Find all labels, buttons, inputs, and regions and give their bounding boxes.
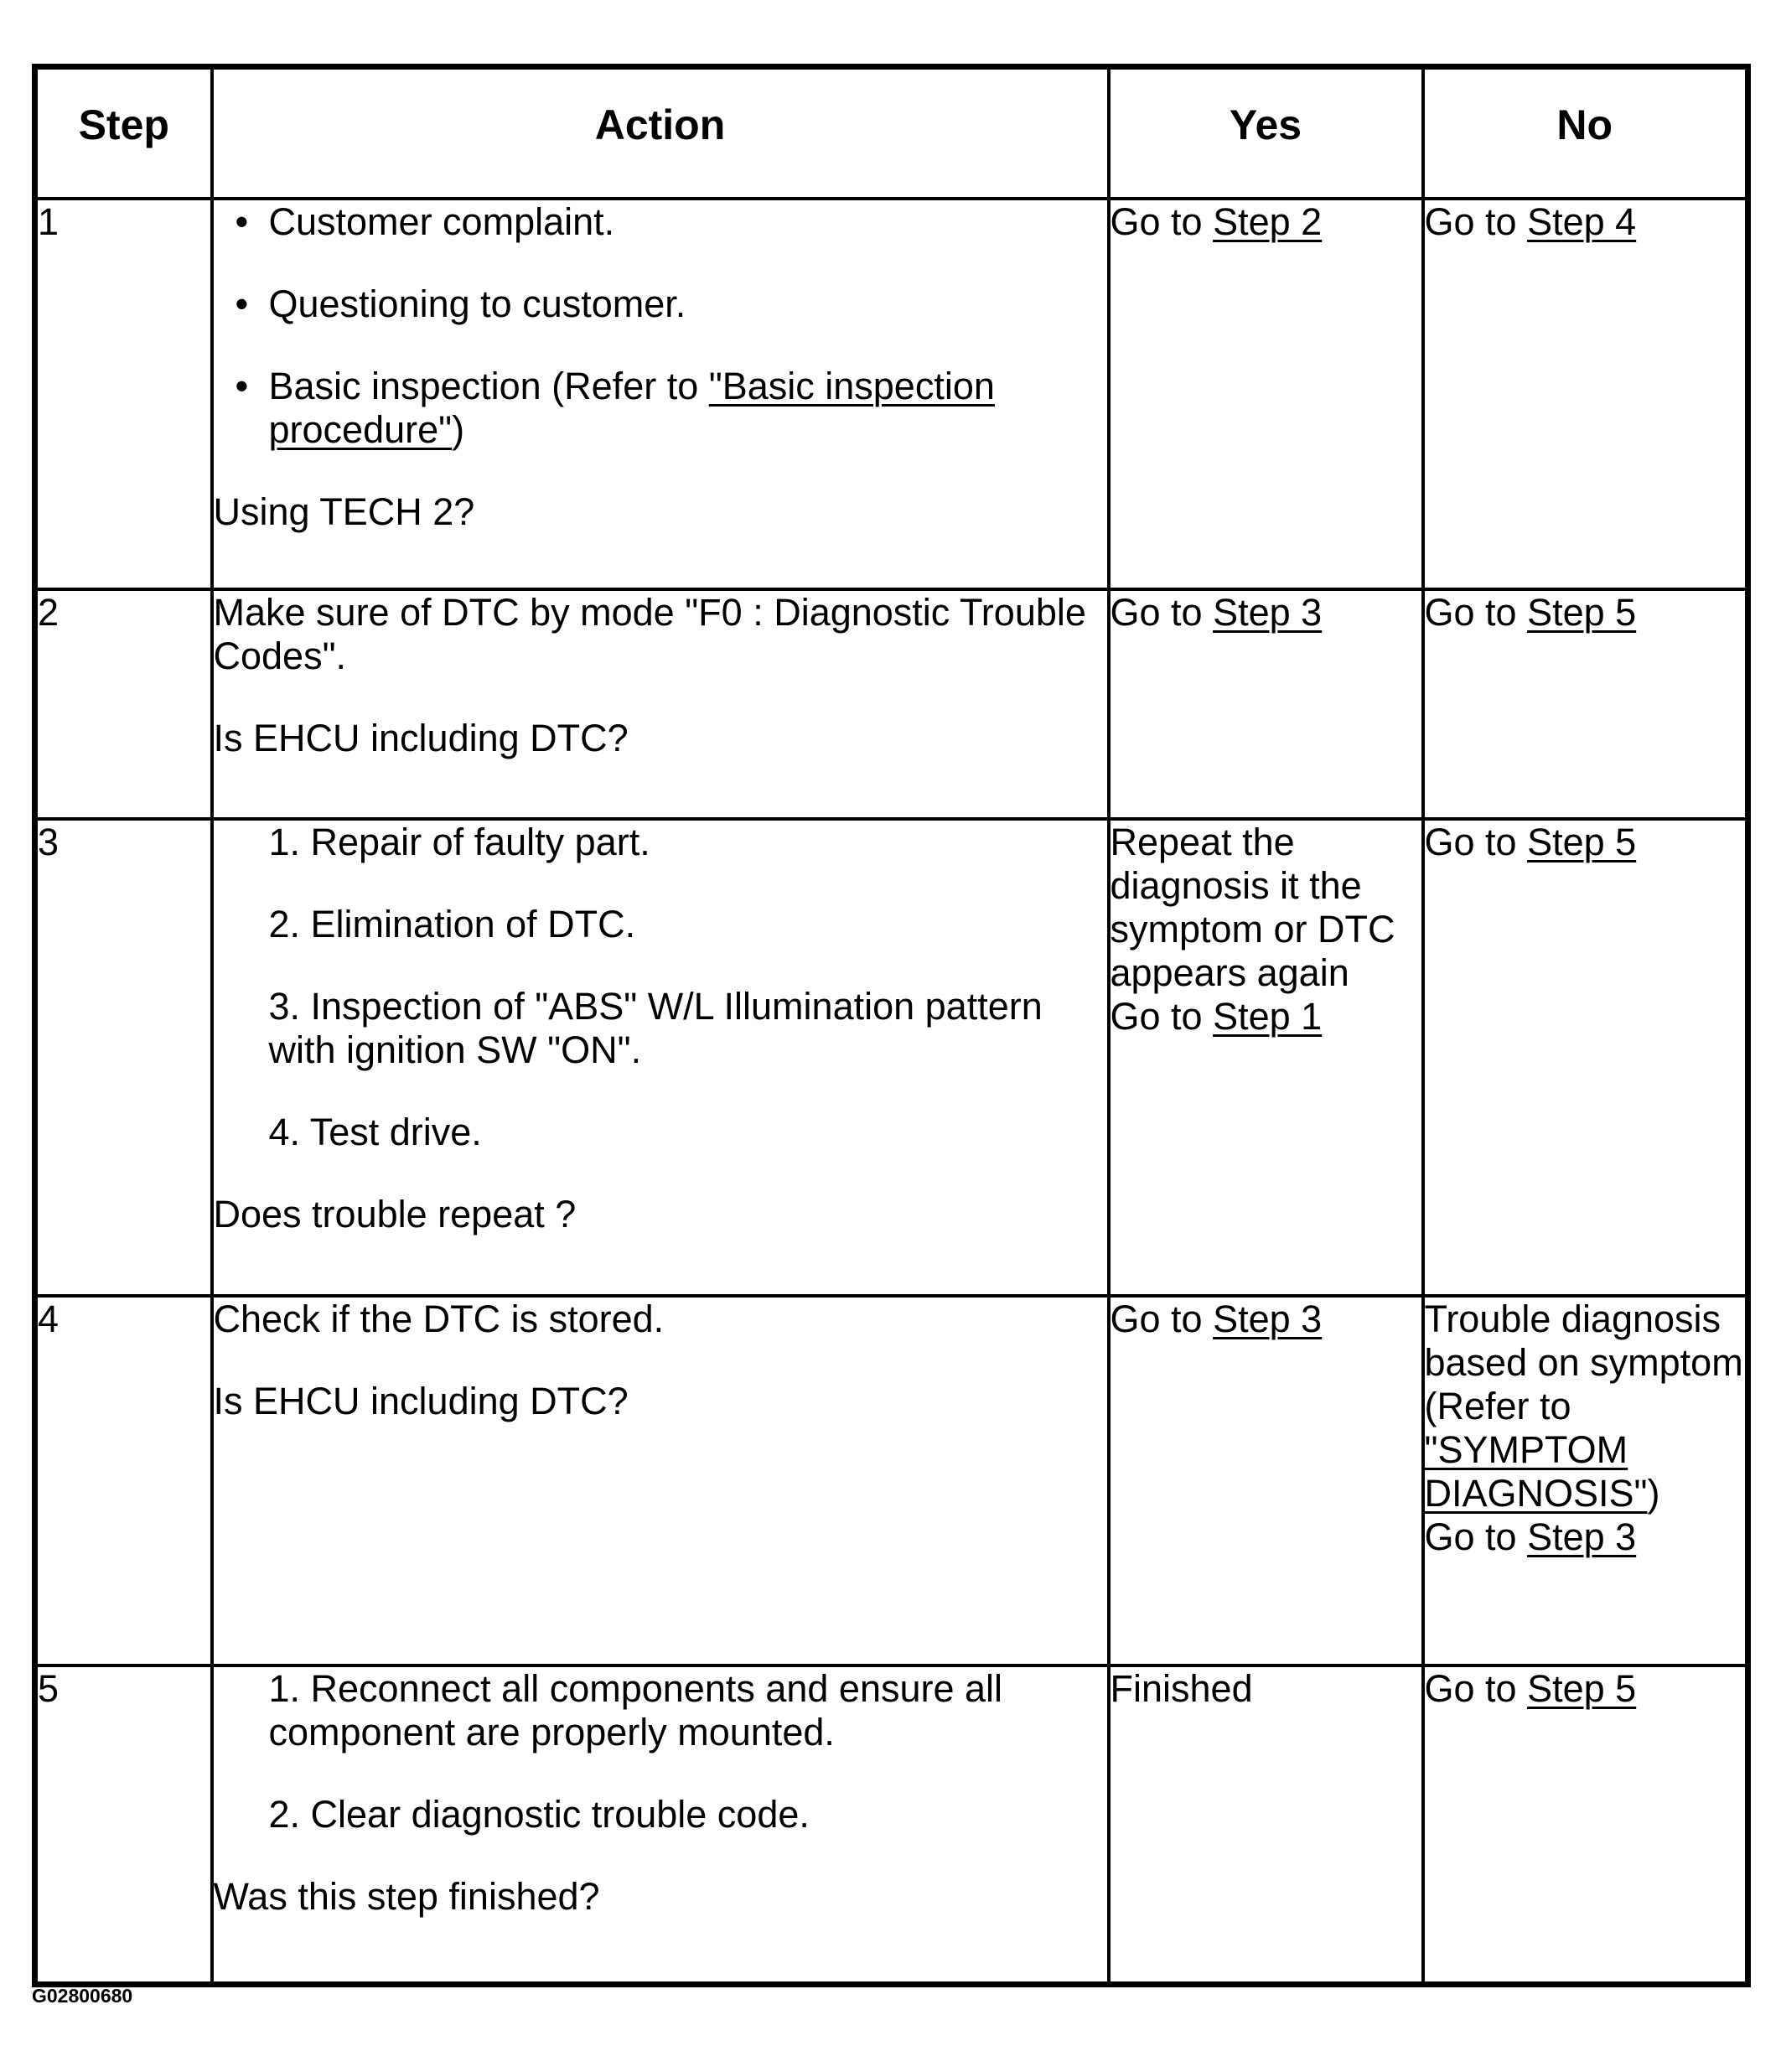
symptom-diagnosis-link[interactable]: "SYMPTOM DIAGNOSIS"	[1424, 1428, 1648, 1515]
header-no: No	[1423, 67, 1748, 199]
diagnostic-table	[32, 64, 1751, 1987]
header-action: Action	[212, 67, 1109, 199]
go-to-step-link[interactable]: Step 4	[1527, 200, 1637, 243]
action-cell	[212, 1296, 1109, 1665]
table-row-step-1	[35, 199, 1748, 589]
go-to-step-link[interactable]: Step 1	[1213, 995, 1323, 1038]
action-cell	[212, 1665, 1109, 1985]
no-cell: Trouble diagnosis based on symptom (Refer to "SYMPTOM DIAGNOSIS") Go to Step 3	[1423, 1296, 1748, 1665]
no-note: Trouble diagnosis based on symptom (Refer to "SYMPTOM DIAGNOSIS")	[1424, 1298, 1743, 1515]
list-item: 1. Repair of faulty part.	[268, 821, 650, 863]
action-text: Make sure of DTC by mode "F0 : Diagnostic Trouble Codes".	[213, 591, 1086, 677]
step-number: 5	[35, 1665, 212, 1985]
list-item: • Basic inspection (Refer to "Basic inspection procedure")	[235, 365, 995, 451]
step-number: 3	[35, 819, 212, 1296]
yes-cell: Repeat the diagnosis it the symptom or DTC appears again Go to Step 1	[1109, 819, 1423, 1296]
step-question: Using TECH 2?	[213, 490, 475, 533]
yes-cell: Go to Step 2	[1109, 199, 1423, 589]
table-row-step-3	[35, 819, 1748, 1296]
action-text: Check if the DTC is stored.	[213, 1298, 665, 1340]
step-question: Was this step finished?	[213, 1875, 600, 1918]
table-row-step-4	[35, 1296, 1748, 1665]
yes-cell: Go to Step 3	[1109, 1296, 1423, 1665]
go-to-step-link[interactable]: Step 5	[1527, 1667, 1637, 1710]
bullet-icon: •	[235, 200, 249, 243]
no-cell: Go to Step 5	[1423, 1665, 1748, 1985]
go-to-step-link[interactable]: Step 5	[1527, 591, 1637, 634]
action-cell	[212, 819, 1109, 1296]
step-question: Does trouble repeat ?	[213, 1193, 577, 1235]
basic-inspection-link[interactable]: "Basic inspection procedure"	[268, 365, 995, 451]
go-to-step-link[interactable]: Step 3	[1213, 591, 1323, 634]
list-item: 2. Elimination of DTC.	[268, 903, 636, 945]
list-item: 2. Clear diagnostic trouble code.	[268, 1793, 810, 1836]
step-question: Is EHCU including DTC?	[213, 1380, 629, 1422]
header-row	[35, 67, 1748, 199]
action-cell	[212, 589, 1109, 819]
figure-id: G02800680	[32, 1985, 133, 2007]
go-to-step-link[interactable]: Step 2	[1213, 200, 1323, 243]
yes-cell: Finished	[1109, 1665, 1423, 1985]
yes-note: Repeat the diagnosis it the symptom or DTC appears again	[1110, 821, 1395, 994]
bullet-icon: •	[235, 365, 249, 407]
header-yes: Yes	[1109, 67, 1423, 199]
go-to-step-link[interactable]: Step 3	[1527, 1515, 1637, 1558]
no-cell: Go to Step 5	[1423, 819, 1748, 1296]
go-to-step-link[interactable]: Step 5	[1527, 821, 1637, 863]
step-number: 2	[35, 589, 212, 819]
step-question: Is EHCU including DTC?	[213, 717, 629, 759]
header-step: Step	[35, 67, 212, 199]
list-item: • Customer complaint.	[235, 200, 615, 243]
list-item: 1. Reconnect all components and ensure all component are properly mounted.	[268, 1667, 1003, 1753]
list-item: 4. Test drive.	[268, 1111, 482, 1153]
no-cell: Go to Step 5	[1423, 589, 1748, 819]
table-row-step-2	[35, 589, 1748, 819]
no-cell: Go to Step 4	[1423, 199, 1748, 589]
step-number: 4	[35, 1296, 212, 1665]
list-item: 3. Inspection of "ABS" W/L Illumination pattern with ignition SW "ON".	[268, 985, 1043, 1071]
bullet-icon: •	[235, 282, 249, 325]
list-item: • Questioning to customer.	[235, 282, 686, 325]
go-to-step-link[interactable]: Step 3	[1213, 1298, 1323, 1340]
yes-cell: Go to Step 3	[1109, 589, 1423, 819]
table-row-step-5	[35, 1665, 1748, 1985]
step-number: 1	[35, 199, 212, 589]
action-cell	[212, 199, 1109, 589]
